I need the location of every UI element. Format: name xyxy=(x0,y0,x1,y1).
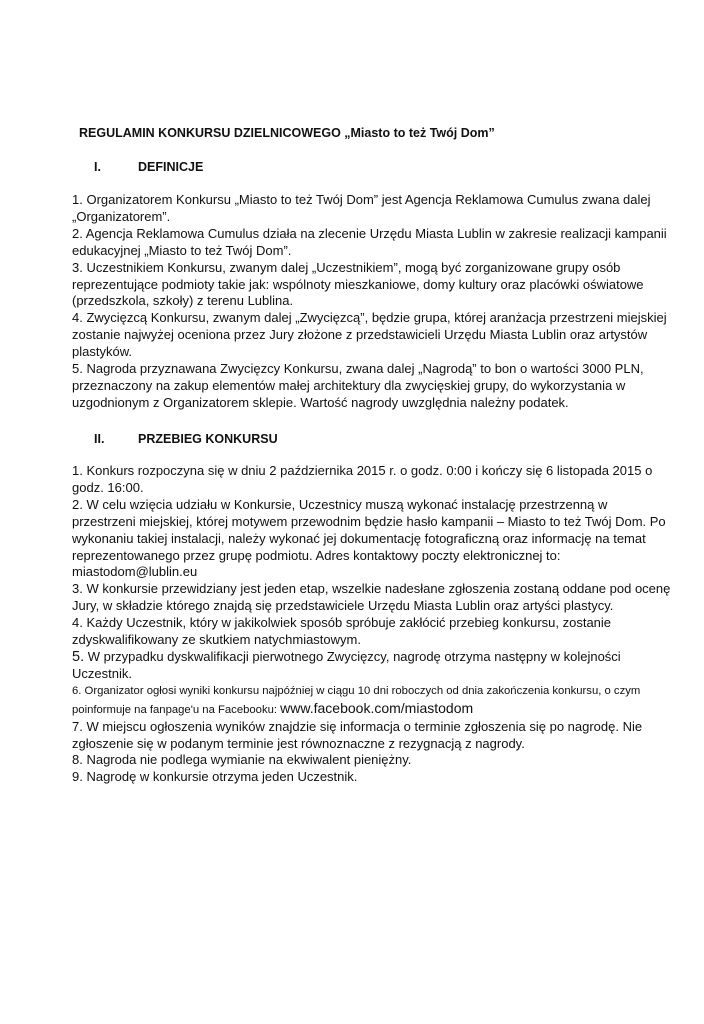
list-item xyxy=(72,683,672,719)
list-item: 2. W celu wzięcia udziału w Konkursie, Uczestnicy muszą wykonać instalację przestrzenną w przestrzeni miejskiej, której motywem przewodnim będzie hasło kampanii – Miasto to też Twój Dom. Po wykonaniu takiej instalacji, należy wykonać jej dokumentację fotograficzną oraz informację na temat reprezentowanego przez grupę podmiotu. Adres kontaktowy poczty elektronicznej to: miastodom@lublin.eu xyxy=(72,496,666,580)
list-item: 4. Każdy Uczestnik, który w jakikolwiek sposób spróbuje zakłócić przebieg konkursu, zostanie zdyskwalifikowany ze skutkiem natychmiastowym. xyxy=(72,615,612,648)
section-heading-definitions xyxy=(94,160,203,174)
list-item: 4. Zwycięzcą Konkursu, zwanym dalej „Zwycięzcą”, będzie grupa, której aranżacja przestrzeni miejskiej zostanie najwyżej oceniona przez Jury złożone z przedstawicieli Urzędu Miasta Lublin oraz artystów plastyków. xyxy=(72,310,667,360)
section-heading-course xyxy=(94,432,278,446)
list-item xyxy=(72,649,672,683)
list-item: 8. Nagroda nie podlega wymianie na ekwiwalent pieniężny. xyxy=(72,752,412,768)
facebook-link[interactable]: www.facebook.com/miastodom xyxy=(280,699,474,716)
course-list xyxy=(72,463,672,786)
list-item: 3. W konkursie przewidziany jest jeden etap, wszelkie nadesłane zgłoszenia zostaną oddane pod ocenę Jury, w składzie którego znajdą się przedstawiciele Urzędu Miasta Lublin oraz artyści plastycy. xyxy=(72,581,671,614)
section-title: DEFINICJE xyxy=(138,160,204,174)
list-item: 2. Agencja Reklamowa Cumulus działa na zlecenie Urzędu Miasta Lublin w zakresie realizacji kampanii edukacyjnej „Miasto to też Twój Dom”. xyxy=(72,225,667,258)
list-item: 7. W miejscu ogłoszenia wyników znajdzie się informacja o terminie zgłoszenia się po nagrodę. Nie zgłoszenie się w podanym terminie jest równoznaczne z rezygnacją z nagrody. xyxy=(72,718,643,751)
section-number: II. xyxy=(94,432,105,446)
item-text: W przypadku dyskwalifikacji pierwotnego Zwycięzcy, nagrodę otrzyma następny w kolejności Uczestnik. xyxy=(72,648,621,681)
document-title: REGULAMIN KONKURSU DZIELNICOWEGO „Miasto to też Twój Dom” xyxy=(79,126,495,140)
list-item: 1. Organizatorem Konkursu „Miasto to też Twój Dom” jest Agencja Reklamowa Cumulus zwana dalej „Organizatorem”. xyxy=(72,192,651,224)
list-item: 1. Konkurs rozpoczyna się w dniu 2 października 2015 r. o godz. 0:00 i kończy się 6 listopada 2015 o godz. 16:00. xyxy=(72,463,653,495)
list-item: 3. Uczestnikiem Konkursu, zwanym dalej „Uczestnikiem”, mogą być zorganizowane grupy osób reprezentujące podmioty takie jak: wspólnoty mieszkaniowe, domy kultury oraz placówki oświatowe (przedszkola, szkoły) z terenu Lublina. xyxy=(72,259,644,309)
section-number: I. xyxy=(94,160,101,174)
definitions-list xyxy=(72,192,672,412)
section-title: PRZEBIEG KONKURSU xyxy=(138,432,278,446)
item-number: 5. xyxy=(72,648,85,665)
list-item: 5. Nagroda przyznawana Zwycięzcy Konkursu, zwana dalej „Nagrodą” to bon o wartości 3000 PLN, przeznaczony na zakup elementów małej architektury dla zwycięskiej grupy, do wykorzystania w uzgodnionym z Organizatorem sklepie. Wartość nagrody uwzględnia należny podatek. xyxy=(72,361,644,410)
list-item: 9. Nagrodę w konkursie otrzyma jeden Uczestnik. xyxy=(72,769,358,785)
item-text: 6. Organizator ogłosi wyniki konkursu najpóźniej w ciągu 10 dni roboczych od dnia zakończenia konkursu, o czym poinformuje na fanpage'u na Facebooku: xyxy=(72,684,641,716)
